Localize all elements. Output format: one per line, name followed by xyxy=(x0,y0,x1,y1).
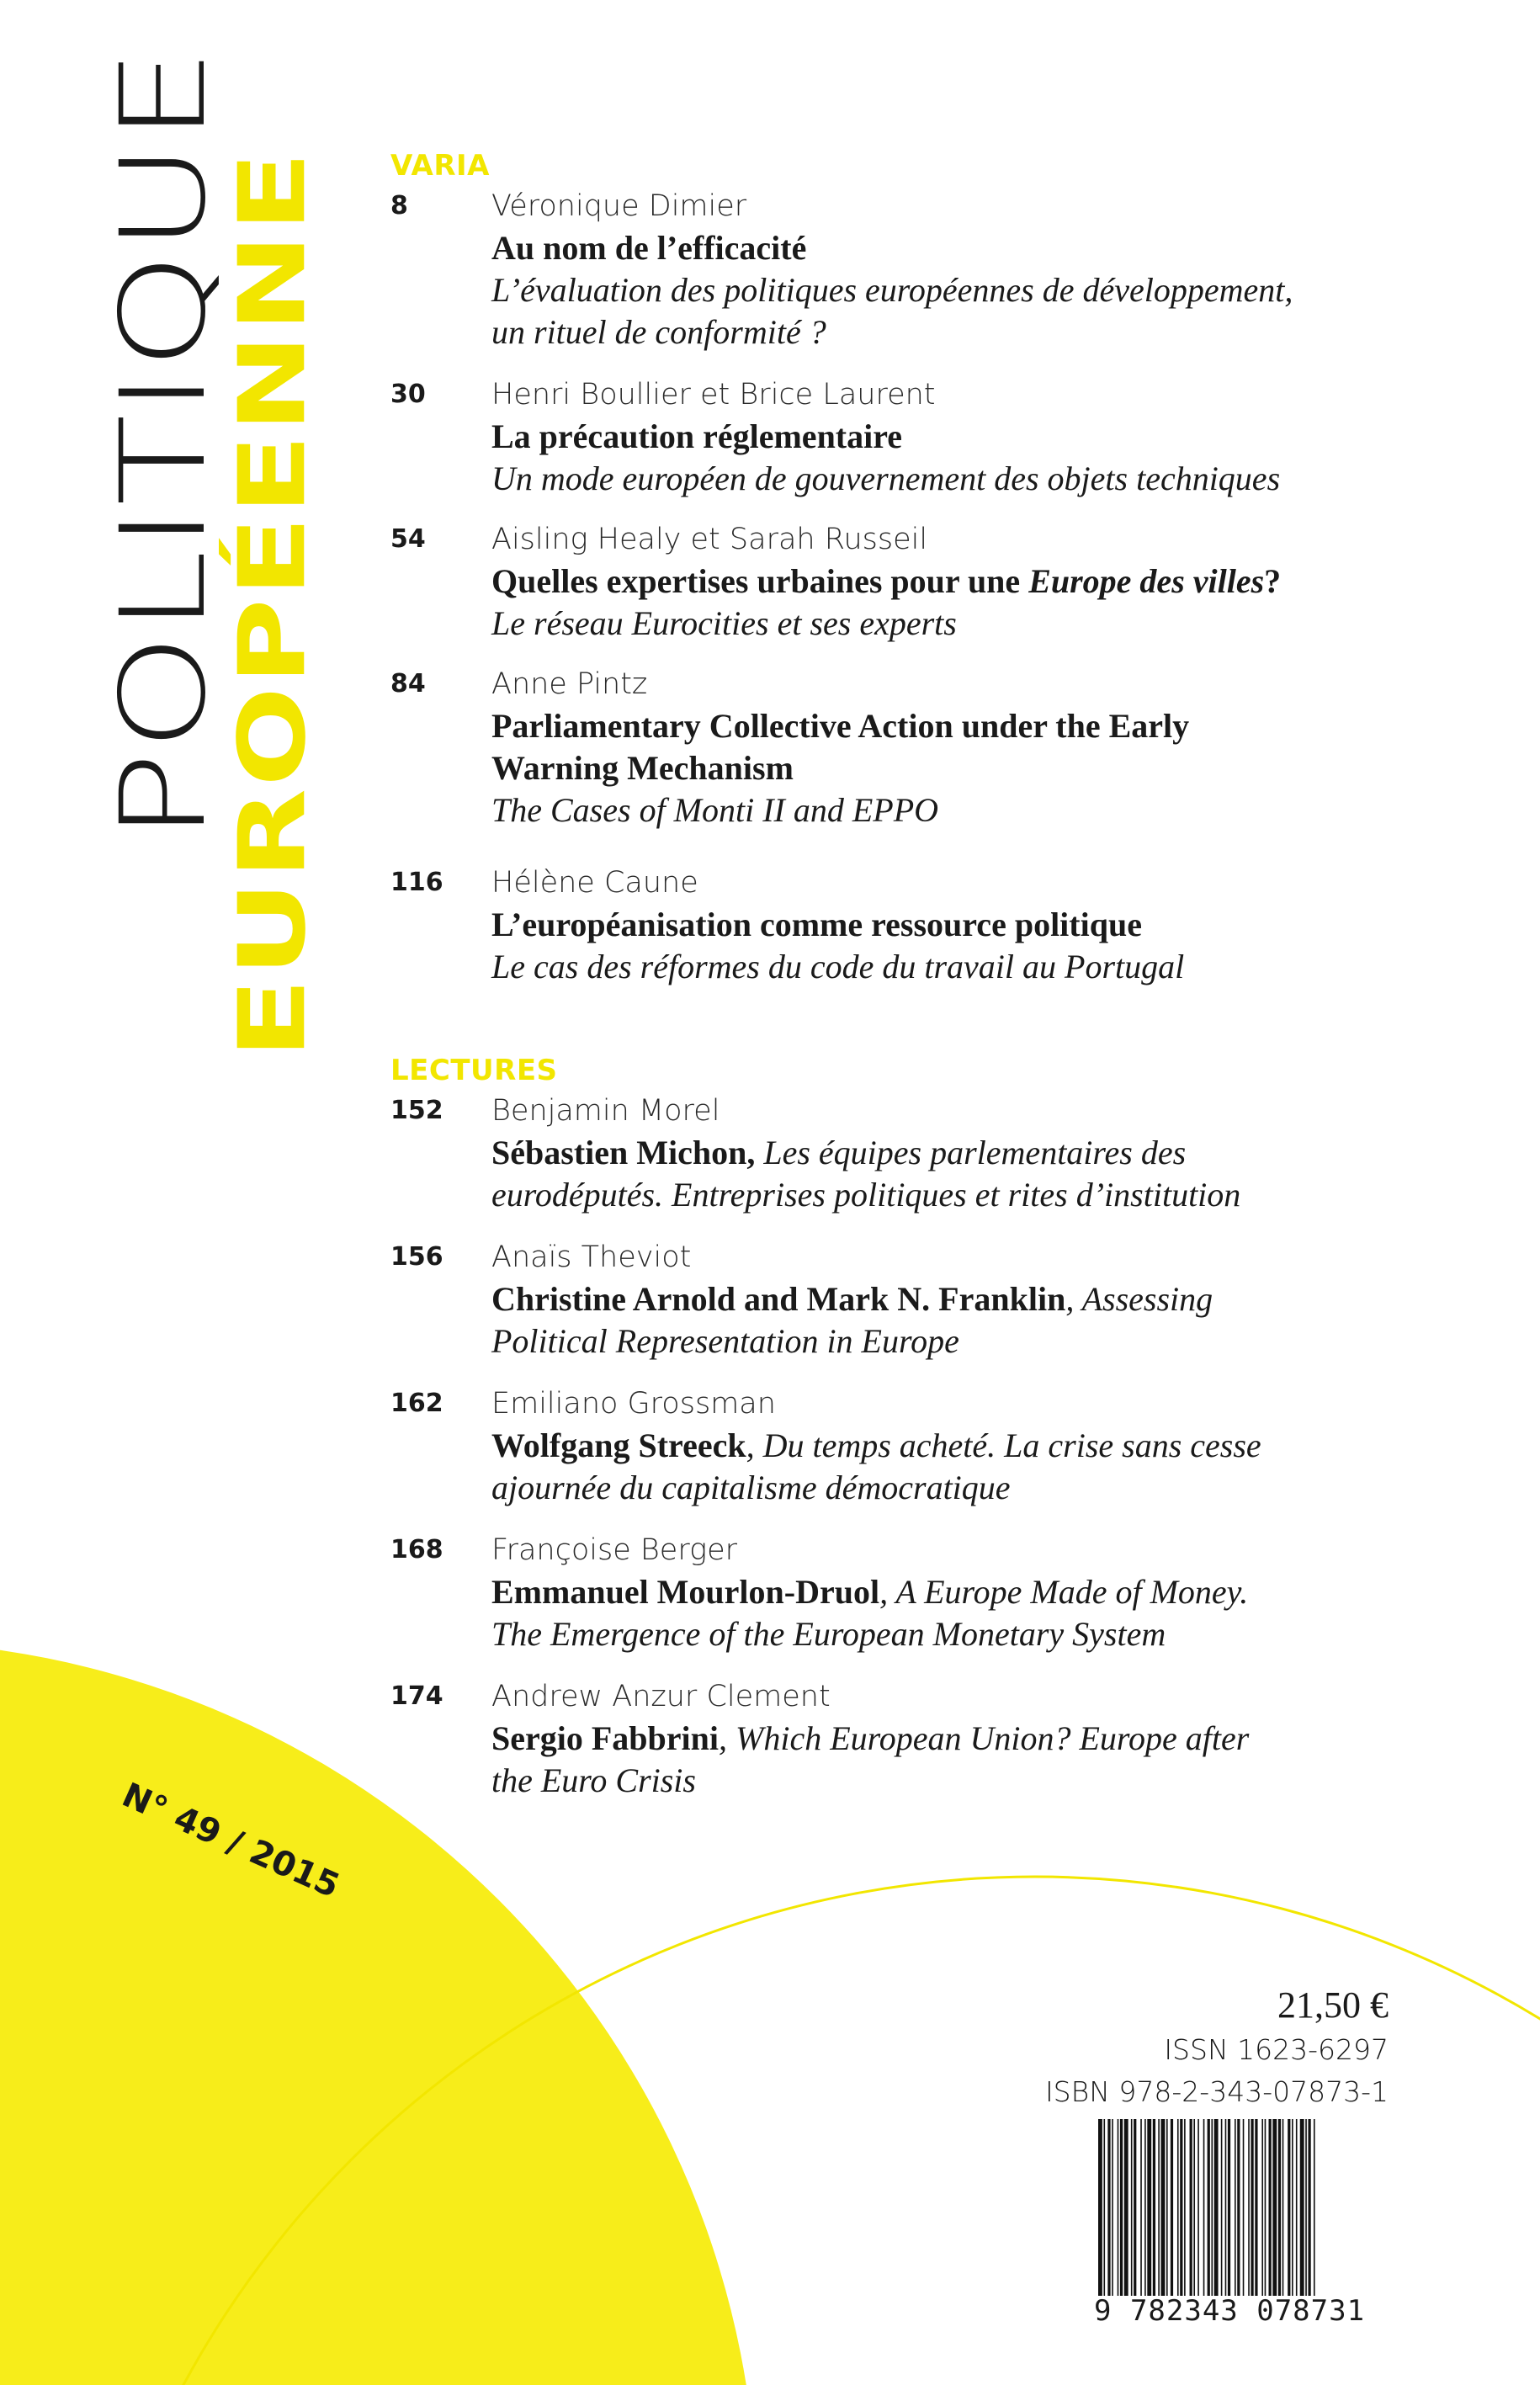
barcode-bar xyxy=(1140,2119,1142,2296)
toc-entry-varia-3 xyxy=(390,518,1442,663)
page-number: 116 xyxy=(390,868,443,897)
isbn: ISBN 978-2-343-07873-1 xyxy=(1044,2075,1389,2108)
barcode-bar xyxy=(1203,2119,1205,2296)
barcode-bar xyxy=(1243,2119,1245,2296)
barcode-bar xyxy=(1278,2119,1281,2296)
barcode-bar xyxy=(1296,2119,1298,2296)
book-author: Christine Arnold and Mark N. Franklin xyxy=(491,1280,1066,1318)
book-title: , A Europe Made of Money. xyxy=(879,1573,1249,1611)
book-title: , Assessing xyxy=(1065,1280,1213,1318)
barcode-bar xyxy=(1251,2119,1253,2296)
section-label-varia: VARIA xyxy=(390,149,490,183)
barcode-bar xyxy=(1211,2119,1213,2296)
barcode-bar xyxy=(1272,2119,1277,2296)
barcode-bar xyxy=(1235,2119,1236,2296)
article-title xyxy=(491,560,1442,603)
barcode-bar xyxy=(1305,2119,1307,2296)
toc-entry-varia-4 xyxy=(390,663,1442,862)
article-title-line: Parliamentary Collective Action under the Early xyxy=(491,707,1190,745)
book-title: , Which European Union? Europe after xyxy=(719,1719,1250,1757)
toc-entry-lecture-4 xyxy=(390,1529,1442,1676)
article-title-emphasis: Europe des villes xyxy=(1028,562,1265,600)
journal-title-europeenne: EUROPÉENNE xyxy=(219,150,327,1059)
barcode-bar xyxy=(1193,2119,1195,2296)
page-number: 84 xyxy=(390,669,426,699)
barcode-bar xyxy=(1269,2119,1272,2296)
barcode-bar xyxy=(1158,2119,1160,2296)
book-title-line: eurodéputés. Entreprises politiques et rites d’institution xyxy=(491,1176,1241,1214)
toc-entry-lecture-5 xyxy=(390,1676,1442,1822)
barcode-bar xyxy=(1208,2119,1210,2296)
barcode-bar xyxy=(1107,2119,1110,2296)
barcode-bar xyxy=(1292,2119,1293,2296)
article-subtitle-line: L’évaluation des politiques européennes de développement, xyxy=(491,271,1293,309)
barcode-bar xyxy=(1282,2119,1284,2296)
reviewed-book-line xyxy=(491,1425,1442,1467)
reviewed-book-line xyxy=(491,1718,1442,1760)
book-author: Emmanuel Mourlon-Druol xyxy=(491,1573,880,1611)
article-subtitle-line: Un mode européen de gouvernement des objets techniques xyxy=(491,459,1281,497)
barcode-bar xyxy=(1225,2119,1227,2296)
toc-entry-lecture-2 xyxy=(390,1236,1442,1383)
book-author: Wolfgang Streeck xyxy=(491,1426,746,1464)
barcode-bar xyxy=(1120,2119,1123,2296)
article-title: L’européanisation comme ressource politique xyxy=(491,906,1142,943)
barcode-bar xyxy=(1237,2119,1240,2296)
reviewer-name: Andrew Anzur Clement xyxy=(491,1680,831,1713)
page-number: 162 xyxy=(390,1389,443,1418)
reviewed-book-line xyxy=(491,1278,1442,1320)
barcode-bar xyxy=(1288,2119,1290,2296)
book-author: Sergio Fabbrini xyxy=(491,1719,720,1757)
barcode-bar xyxy=(1153,2119,1155,2296)
section-label-lectures: LECTURES xyxy=(390,1054,558,1087)
price-and-identifiers xyxy=(1045,1982,1389,2113)
toc-entry-varia-2 xyxy=(390,374,1442,518)
barcode-bar xyxy=(1308,2119,1310,2296)
barcode-bar xyxy=(1180,2119,1182,2296)
article-subtitle-line: un rituel de conformité ? xyxy=(491,313,826,351)
article-subtitle-line: The Cases of Monti II and EPPO xyxy=(491,791,939,829)
reviewer-name: Anaïs Theviot xyxy=(491,1240,692,1274)
reviewed-book-line xyxy=(491,1132,1442,1174)
barcode-bar xyxy=(1112,2119,1113,2296)
book-title: , Du temps acheté. La crise sans cesse xyxy=(746,1426,1261,1464)
barcode-bar xyxy=(1118,2119,1119,2296)
book-author: Sébastien Michon, xyxy=(491,1134,756,1171)
article-subtitle-line: Le réseau Eurocities et ses experts xyxy=(491,604,957,642)
barcode-bar xyxy=(1255,2119,1257,2296)
barcode-bar xyxy=(1184,2119,1186,2296)
barcode-bar xyxy=(1171,2119,1173,2296)
article-title-line: Warning Mechanism xyxy=(491,749,794,787)
barcode-bar xyxy=(1147,2119,1151,2296)
barcode-bar xyxy=(1134,2119,1136,2296)
page-number: 156 xyxy=(390,1242,443,1272)
reviewer-name: Françoise Berger xyxy=(491,1533,738,1567)
barcode-bar xyxy=(1197,2119,1199,2296)
article-title-part: ? xyxy=(1264,562,1282,600)
barcode-bar xyxy=(1098,2119,1102,2296)
article-author: Aisling Healy et Sarah Russeil xyxy=(491,523,928,556)
barcode-bar xyxy=(1221,2119,1223,2296)
barcode-bar xyxy=(1161,2119,1166,2296)
page-number: 168 xyxy=(390,1535,443,1564)
barcode-bar xyxy=(1190,2119,1192,2296)
barcode-bar xyxy=(1214,2119,1219,2296)
toc-entry-varia-1 xyxy=(390,185,1442,362)
article-title-part: Quelles expertises urbaines pour une xyxy=(491,562,1029,600)
barcode-digits: 9 782343 078731 xyxy=(1094,2294,1366,2328)
article-author: Véronique Dimier xyxy=(491,189,747,223)
table-of-contents xyxy=(390,146,1442,1822)
article-author: Hélène Caune xyxy=(491,866,698,900)
reviewer-name: Emiliano Grossman xyxy=(491,1387,776,1421)
page-number: 54 xyxy=(390,524,426,554)
barcode-bar xyxy=(1166,2119,1168,2296)
page-number: 152 xyxy=(390,1096,443,1125)
page-number: 174 xyxy=(390,1681,443,1711)
article-title: Au nom de l’efficacité xyxy=(491,229,807,267)
page-number: 30 xyxy=(390,380,426,409)
barcode-bar xyxy=(1131,2119,1133,2296)
barcode-bar xyxy=(1228,2119,1230,2296)
article-title: La précaution réglementaire xyxy=(491,417,903,455)
toc-entry-lecture-3 xyxy=(390,1383,1442,1529)
page-number: 8 xyxy=(390,191,408,220)
barcode-bar xyxy=(1103,2119,1105,2296)
book-title-line: Political Representation in Europe xyxy=(491,1322,959,1360)
barcode-bar xyxy=(1265,2119,1267,2296)
article-subtitle-line: Le cas des réformes du code du travail au Portugal xyxy=(491,948,1185,985)
book-title-line: ajournée du capitalisme démocratique xyxy=(491,1469,1011,1506)
price: 21,50 € xyxy=(1277,1984,1389,2026)
barcode xyxy=(1098,2119,1386,2296)
toc-entry-lecture-1 xyxy=(390,1090,1442,1236)
article-author: Anne Pintz xyxy=(491,667,648,701)
book-title-line: the Euro Crisis xyxy=(491,1761,696,1799)
barcode-bar xyxy=(1314,2119,1315,2296)
barcode-bar xyxy=(1144,2119,1146,2296)
barcode-bar xyxy=(1124,2119,1128,2296)
barcode-bar xyxy=(1300,2119,1304,2296)
reviewer-name: Benjamin Morel xyxy=(491,1094,720,1128)
toc-entry-varia-5 xyxy=(390,862,1442,1051)
article-author: Henri Boullier et Brice Laurent xyxy=(491,378,936,412)
barcode-bar xyxy=(1261,2119,1263,2296)
reviewed-book-line xyxy=(491,1571,1442,1613)
book-title-line: The Emergence of the European Monetary System xyxy=(491,1615,1166,1653)
issue-number: N° 49 / 2015 xyxy=(116,1776,345,1906)
issn: ISSN 1623-6297 xyxy=(1164,2033,1389,2066)
barcode-bar xyxy=(1177,2119,1179,2296)
barcode-bar xyxy=(1248,2119,1250,2296)
journal-title-politique: POLITIQUE xyxy=(95,47,231,842)
book-title: Les équipes parlementaires des xyxy=(763,1134,1187,1171)
